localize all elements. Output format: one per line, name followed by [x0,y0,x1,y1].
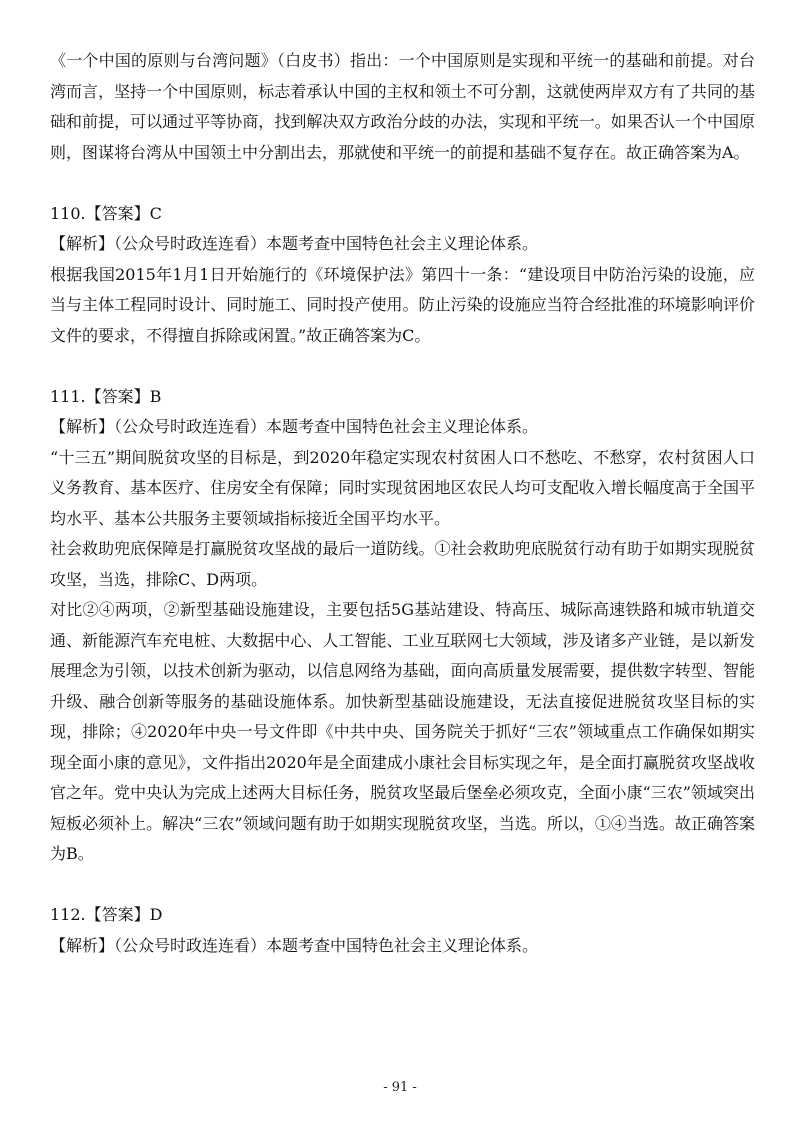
intro-paragraph: 《一个中国的原则与台湾问题》（白皮书）指出：一个中国原则是实现和平统一的基础和前提。对台湾而言，坚持一个中国原则，标志着承认中国的主权和领土不可分割，这就使两岸双方有了共同的基础和前提，可以通过平等协商，找到解决双方政治分歧的办法，实现和平统一。如果否认一个中国原则，图谋将台湾从中国领土中分割出去，那就使和平统一的前提和基础不复存在。故正确答案为A。 [50,51,755,162]
answer-112: 112.【答案】D [50,905,163,924]
spacer [50,870,755,901]
analysis-112: 【解析】（公众号时政连连看）本题考查中国特色社会主义理论体系。 [50,935,539,955]
explanation-111-compare: 对比②④两项，②新型基础设施建设，主要包括5G基站建设、特高压、城际高速铁路和城市轨道交通、新能源汽车充电桩、大数据中心、人工智能、工业互联网七大领域，涉及诸多产业链，是以新发展理念为引领，以技术创新为驱动，以信息网络为基础，面向高质量发展需要，提供数字转型、智能升级、融合创新等服务的基础设施体系。加快新型基础设施建设，无法直接促进脱贫攻坚目标的实现，排除；④2020年中央一号文件即《中共中央、国务院关于抓好“三农”领域重点工作确保如期实现全面小康的意见》，文件指出2020年是全面建成小康社会目标实现之年，是全面打赢脱贫攻坚战收官之年。党中央认为完成上述两大目标任务，脱贫攻坚最后堡垒必须攻克，全面小康“三农”领域突出短板必须补上。解决“三农”领域问题有助于如期实现脱贫攻坚，当选。所以，①④当选。故正确答案为B。 [50,600,755,863]
answer-111: 111.【答案】B [50,386,162,406]
analysis-111: 【解析】（公众号时政连连看）本题考查中国特色社会主义理论体系。 [50,417,539,436]
spacer [50,351,755,382]
page-number: - 91 - [383,1080,417,1095]
spacer [50,168,755,199]
explanation-111-option1: 社会救助兜底保障是打赢脱贫攻坚战的最后一道防线。①社会救助兜底脱贫行动有助于如期实现脱贫攻坚，当选，排除C、D两项。 [50,539,755,589]
answer-110: 110.【答案】C [50,203,162,223]
explanation-111-goal: “十三五”期间脱贫攻坚的目标是，到2020年稳定实现农村贫困人口不愁吃、不愁穿，农村贫困人口义务教育、基本医疗、住房安全有保障；同时实现贫困地区农民人均可支配收入增长幅度高于全国平均水平、基本公共服务主要领域指标接近全国平均水平。 [50,447,755,528]
analysis-110: 【解析】（公众号时政连连看）本题考查中国特色社会主义理论体系。 [50,234,539,253]
explanation-110: 根据我国2015年1月1日开始施行的《环境保护法》第四十一条：“建设项目中防治污染的设施，应当与主体工程同时设计、同时施工、同时投产使用。防止污染的设施应当符合经批准的环境影响评价文件的要求，不得擅自拆除或闲置。”故正确答案为C。 [50,264,755,345]
document-page [50,46,755,961]
